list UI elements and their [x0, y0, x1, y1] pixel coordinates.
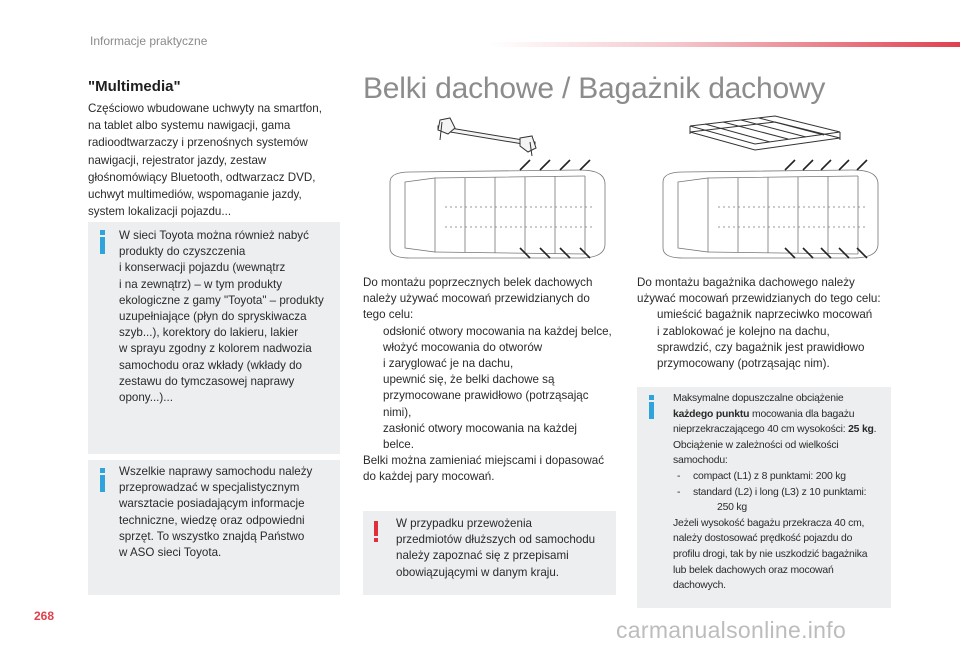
text-line: włożyć mocowania do otworów	[383, 340, 543, 354]
list-item	[363, 421, 628, 453]
multimedia-intro: Częściowo wbudowane uchwyty na smartfon, na tablet albo systemu nawigacji, gama radioodtwarzaczy i przenośnych systemów nawigacji, rejestrator jazdy, zestaw głośnomówiący Bluetooth, odtwarzacz DVD, uchwyt multimediów, wspomaganie jazdy, system lokalizacji pojazdu...	[88, 102, 322, 219]
text-line: i konserwacji pojazdu (wewnątrz	[119, 261, 286, 275]
warning-box-long-loads	[363, 511, 616, 595]
text-line: w ASO sieci Toyota.	[119, 546, 222, 560]
info-icon	[100, 475, 105, 492]
warning-box-text	[396, 516, 614, 581]
text-line: belce.	[383, 438, 414, 452]
text-line: przymocowane prawidłowo (potrząsając	[383, 389, 589, 403]
list-item	[363, 324, 628, 340]
list-item	[637, 307, 902, 339]
text-line: compact (L1) z 8 punktami: 200 kg	[693, 470, 846, 482]
mount-arrows	[785, 160, 867, 258]
van-roof-drawing	[663, 170, 878, 258]
van-roof-drawing	[390, 170, 605, 258]
vehicle-load-list	[673, 469, 889, 516]
text-line: Do montażu bagażnika dachowego należy	[637, 276, 855, 289]
text-line: samochodu oraz wkłady (wkłady do	[119, 358, 303, 372]
text-line: i zaryglować je na dachu,	[383, 357, 514, 371]
list-item	[673, 469, 889, 485]
header-gradient-line	[490, 42, 960, 47]
page-number: 268	[34, 609, 55, 623]
text-line: przedmiotów dłuższych od samochodu	[396, 533, 596, 547]
text-line: W przypadku przewożenia	[396, 517, 532, 530]
text-line: Jeżeli wysokość bagażu przekracza 40 cm,	[673, 517, 865, 529]
text-line: przeprowadzać w specjalistycznym	[119, 481, 300, 495]
text-line: należy używać mocowań przewidzianych do	[363, 292, 590, 306]
text-line: mocowania dla bagażu	[749, 408, 855, 420]
list-item	[673, 485, 889, 516]
text-line: zasłonić otwory mocowania na każdej	[383, 421, 577, 435]
text-line: Belki można zamieniać miejscami i dopasować	[363, 454, 604, 468]
list-item	[637, 340, 902, 372]
roof-title: Belki dachowe / Bagażnik dachowy	[363, 72, 826, 105]
info-box-cleaning-text	[119, 228, 339, 406]
text-line: dachowych.	[673, 580, 726, 592]
dash-marker: -	[677, 470, 681, 482]
multimedia-title: "Multimedia"	[88, 78, 181, 95]
text-line: standard (L2) i long (L3) z 10 punktami:	[693, 486, 867, 498]
text-line: odsłonić otwory mocowania na każdej belce,	[383, 324, 612, 338]
warning-icon	[374, 521, 378, 536]
text-line: .	[873, 424, 877, 436]
rack-steps-list	[637, 307, 902, 372]
text-line	[673, 422, 889, 438]
text-line: obowiązującymi w danym kraju.	[396, 565, 560, 579]
info-icon	[100, 237, 105, 254]
text-line: sprzęt. To wszystko znajdą Państwo	[119, 529, 305, 543]
text-line: Do montażu poprzecznych belek dachowych	[363, 276, 593, 289]
text-line: nimi),	[383, 405, 412, 419]
text-line: lub belek dachowych oraz mocowań	[673, 564, 834, 576]
info-icon	[649, 402, 654, 419]
watermark: carmanualsonline.info	[616, 617, 847, 643]
text-line: w sprayu zgodny z kolorem nadwozia	[119, 342, 312, 356]
text-line	[673, 407, 889, 423]
list-item	[363, 340, 628, 372]
text-line: upewnić się, że belki dachowe są	[383, 373, 555, 387]
bold-text: 25 kg	[848, 424, 874, 436]
list-item	[363, 372, 628, 421]
info-box-rack-load	[637, 387, 891, 608]
text-line: uzupełniające (płyn do spryskiwacza	[119, 310, 307, 324]
dash-marker: -	[677, 486, 681, 498]
text-line: produkty do czyszczenia	[119, 245, 246, 259]
text-line: sprawdzić, czy bagażnik jest prawidłowo	[657, 340, 865, 354]
info-box-repairs	[88, 460, 340, 595]
text-line: opony...)...	[119, 391, 173, 405]
text-line: należy dostosować prędkość pojazdu do	[673, 533, 853, 545]
info-box-repairs-text	[119, 464, 339, 561]
bars-instructions	[363, 275, 628, 486]
section-header: Informacje praktyczne	[90, 34, 208, 48]
text-line: szyb...), korektory do lakieru, lakier	[119, 326, 299, 340]
text-line: profilu drogi, tak by nie uszkodzić bagażnika	[673, 548, 868, 560]
text-line: Obciążenie w zależności od wielkości	[673, 439, 839, 451]
text-line: W sieci Toyota można również nabyć	[119, 229, 309, 242]
text-line: do każdej pary mocowań.	[363, 470, 495, 484]
text-line: Maksymalne dopuszczalne obciążenie	[673, 393, 844, 404]
text-line: warsztacie posiadającym informacje	[119, 497, 305, 511]
roof-rack-drawing	[690, 116, 840, 150]
roof-rack-illustration	[655, 112, 895, 272]
text-line: samochodu:	[673, 455, 728, 467]
cross-bar-drawing	[438, 118, 536, 156]
text-line: zestawu do tymczasowej naprawy	[119, 374, 295, 388]
text-line: techniczne, wiedzę oraz odpowiedni	[119, 513, 305, 527]
info-box-cleaning	[88, 222, 340, 454]
text-line: Wszelkie naprawy samochodu należy	[119, 465, 313, 478]
text-line: należy zapoznać się z przepisami	[396, 549, 569, 563]
text-line: 250 kg	[717, 502, 747, 514]
text-line: i zablokować je kolejno na dachu,	[657, 324, 830, 338]
text-line: nieprzekraczającego 40 cm wysokości:	[673, 424, 849, 436]
roof-bars-illustration	[380, 112, 620, 272]
text-line: umieścić bagażnik naprzeciwko mocowań	[657, 308, 873, 322]
info-box-rack-load-text	[673, 391, 889, 594]
text-line: i na zewnątrz) – w tym produkty	[119, 277, 283, 291]
rack-instructions	[637, 275, 902, 372]
text-line: ekologiczne z gamy "Toyota" – produkty	[119, 293, 324, 307]
bars-steps-list	[363, 324, 628, 454]
text-line: przymocowany (potrząsając nim).	[657, 357, 830, 371]
bold-text: każdego punktu	[673, 408, 750, 420]
text-line: używać mocowań przewidzianych do tego celu:	[637, 292, 881, 306]
text-line: tego celu:	[363, 308, 414, 322]
